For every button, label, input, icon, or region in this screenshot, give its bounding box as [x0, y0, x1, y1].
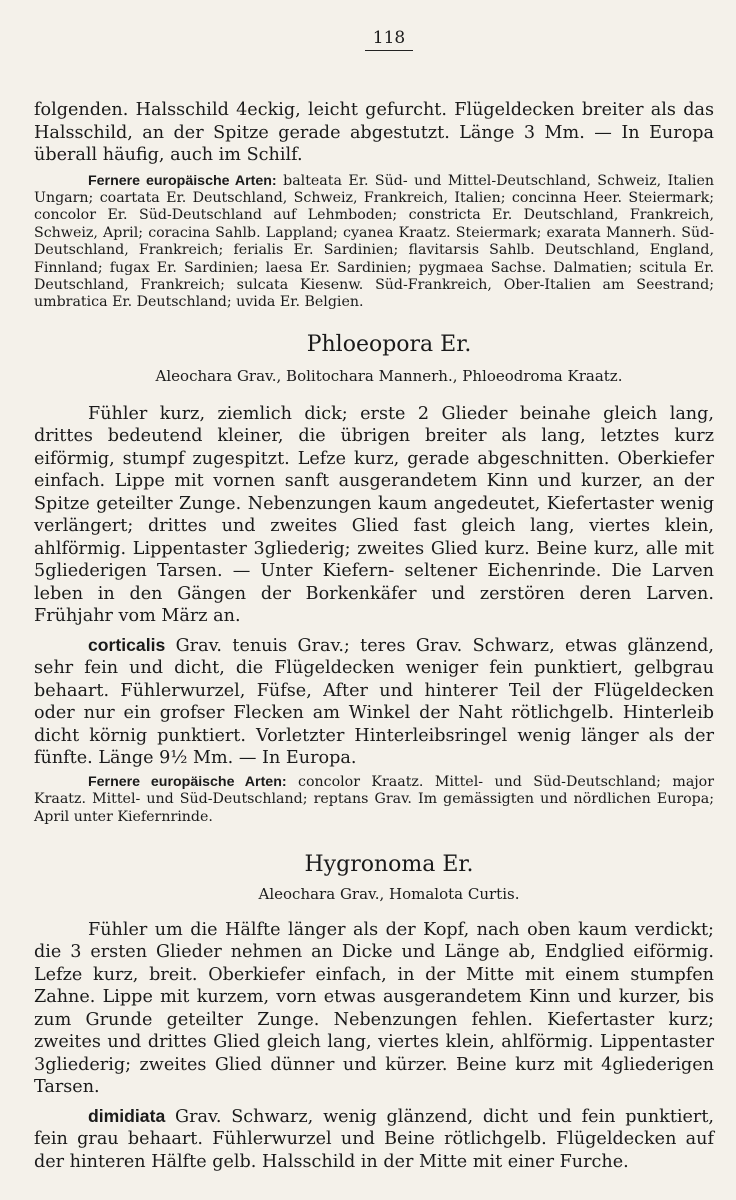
genus-synonyms: Aleochara Grav., Bolitochara Mannerh., Phloeodroma Kraatz. — [155, 366, 623, 385]
section-heading: Fernere europäische Arten: — [88, 773, 287, 790]
species-description: Grav. tenuis Grav.; teres Grav. Schwarz, etwas glänzend, sehr fein und dicht, die Flügeldecken weniger fein punktiert, gelbgrau behaart. Fühlerwurzel, Füfse, After und hinterer Teil der Flügeldecken oder nur ein grofser Flecken am Winkel der Naht rötlichgelb. Hinterleib dicht körnig punktiert. Vorletzter Hinterleibsringel wenig länger als der fünfte. Länge 9½ Mm. — In Europa. — [34, 635, 714, 769]
species-description: Grav. Schwarz, wenig glänzend, dicht und fein punktiert, fein grau behaart. Fühlerwurzel und Beine rötlichgelb. Flügeldecken auf der hinteren Hälfte gelb. Halsschild in der Mitte mit einer Furche. — [34, 1106, 715, 1172]
page-number: 118 — [64, 28, 714, 51]
species-list-text: balteata Er. Süd- und Mittel-Deutschland, Schweiz, Italien Ungarn; coartata Er. Deutschland, Schweiz, Frankreich, Italien; concinna Heer. Steiermark; concolor Er. Süd-Deutschland auf Lehmboden; constricta Er. Deutschland, Frankreich, Schweiz, April; coracina Sahlb. Lappland; cyanea Kraatz. Steiermark; exarata Mannerh. Süd-Deutschland, Frankreich; ferialis Er. Sardinien; flavitarsis Sahlb. Deutschland, England, Finnland; fugax Er. Sardinien; laesa Er. Sardinien; pygmaea Sachse. Dalmatien; scitula Er. Deutschland, Frankreich; sulcata Kiesenw. Süd-Frankreich, Ober-Italien am Seestrand; umbratica Er. Deutschland; uvida Er. Belgien. — [34, 172, 714, 311]
genus-title: Hygronoma Er. — [304, 851, 474, 877]
genus-synonyms: Aleochara Grav., Homalota Curtis. — [258, 884, 520, 903]
species-list-paragraph — [34, 173, 714, 312]
species-list-paragraph — [34, 774, 714, 826]
species-name: dimidiata — [88, 1105, 166, 1126]
species-entry — [34, 634, 714, 770]
genus-description: Fühler kurz, ziemlich dick; erste 2 Glieder beinahe gleich lang, drittes bedeutend kleiner, die übrigen breiter als lang, letztes kurz eiförmig, stumpf zugespitzt. Lefze kurz, gerade abgeschnitten. Oberkiefer einfach. Lippe mit vornen sanft ausgerandetem Kinn und kurzer, an der Spitze geteilter Zunge. Nebenzungen kaum angedeutet, Kiefertaster wenig verlängert; drittes und zweites Glied fast gleich lang, viertes klein, ahlförmig. Lippentaster 3gliederig; zweites Glied kurz. Beine kurz, alle mit 5gliederigen Tarsen. — Unter Kiefern- seltener Eichenrinde. Die Larven leben in den Gängen der Borkenkäfer und zerstören deren Larven. Frühjahr vom März an. — [34, 403, 714, 627]
species-list-text: concolor Kraatz. Mittel- und Süd-Deutschland; major Kraatz. Mittel- und Süd-Deutschland; reptans Grav. Im gemässigten und nördlichen Europa; April unter Kiefernrinde. — [34, 773, 714, 825]
continued-paragraph: folgenden. Halsschild 4eckig, leicht gefurcht. Flügeldecken breiter als das Halsschild, an der Spitze gerade abgestutzt. Länge 3 Mm. — In Europa überall häufig, auch im Schilf. — [34, 100, 714, 165]
genus-description: Fühler um die Hälfte länger als der Kopf, nach oben kaum verdickt; die 3 ersten Glieder nehmen an Dicke und Länge ab, Endglied eiförmig. Lefze kurz, breit. Oberkiefer einfach, in der Mitte mit einem stumpfen Zahne. Lippe mit kurzem, vorn etwas ausgerandetem Kinn und kurzer, bis zum Grunde geteilter Zunge. Nebenzungen fehlen. Kiefertaster kurz; zweites und drittes Glied gleich lang, viertes klein, ahlförmig. Lippentaster 3gliederig; zweites Glied dünner und kürzer. Beine kurz mit 4gliederigen Tarsen. — [34, 919, 714, 1098]
species-name: corticalis — [88, 634, 166, 655]
species-entry — [34, 1105, 714, 1174]
genus-title: Phloeopora Er. — [306, 331, 472, 357]
section-heading: Fernere europäische Arten: — [88, 172, 277, 189]
